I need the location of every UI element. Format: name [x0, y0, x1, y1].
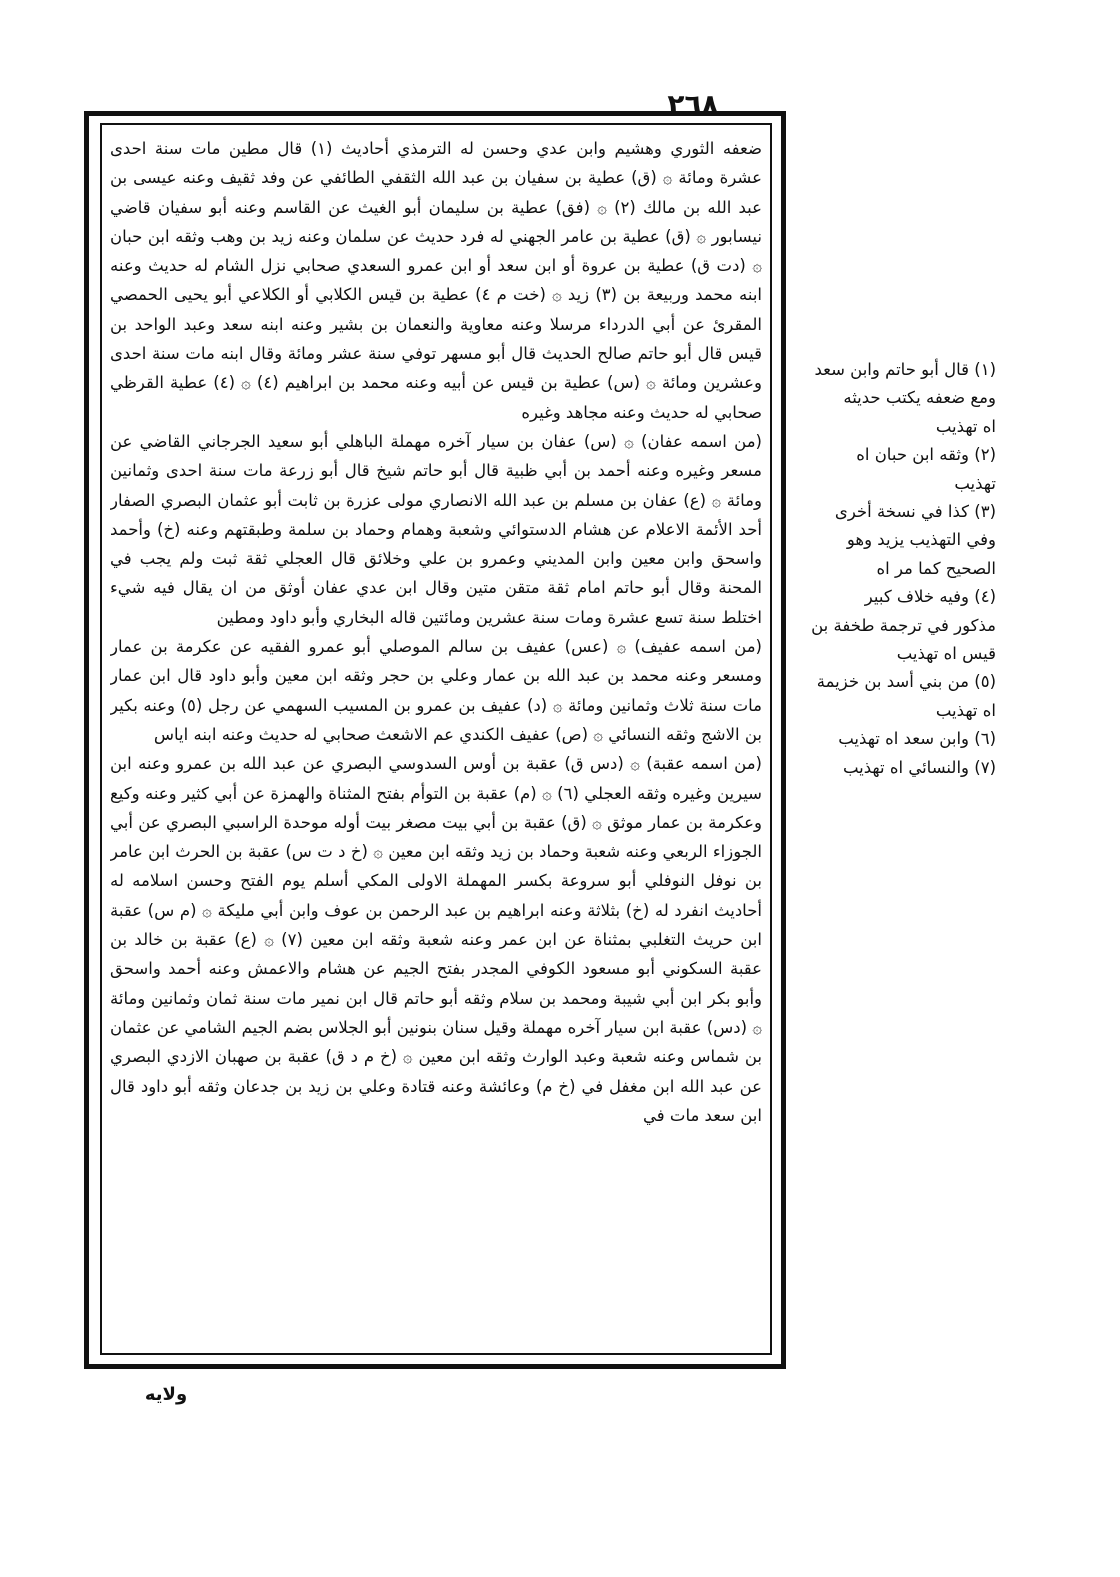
footnote-line: اه تهذيب [935, 416, 996, 436]
footnote-line: (٢) وثقه ابن حبان اه [856, 445, 996, 465]
footnote-line: (٧) والنسائي اه تهذيب [842, 757, 996, 777]
margin-footnotes [800, 356, 996, 782]
page-number: ٢٦٨ [667, 88, 719, 121]
paragraph-atiyya: ضعفه الثوري وهشيم وابن عدي وحسن له الترمذي أحاديث (١) قال مطين مات سنة احدى عشرة ومائة ۞ (ق) عطية بن سفيان بن عبد الله الثقفي الطائفي عن وفد ثقيف وعنه عيسى بن عبد الله بن مالك (٢) ۞ (فق) عطية بن سليمان أبو الغيث عن القاسم وعنه أبو سفيان قاضي نيسابور ۞ (ق) عطية بن عامر الجهني له فرد حديث عن سلمان وعنه زيد بن وهب وثقه ابن حبان ۞ (دت ق) عطية بن عروة أو ابن سعد أو ابن عمرو السعدي صحابي نزل الشام له حديث وعنه ابنه محمد وربيعة بن (٣) زيد ۞ (خت م ٤) عطية بن قيس الكلابي أو الكلاعي أبو يحيى الحمصي المقرئ عن أبي الدرداء مرسلا وعنه معاوية والنعمان بن بشير وعنه ابنه سعد وعبد الواحد بن قيس قال أبو حاتم صالح الحديث قال أبو مسهر توفي سنة عشر ومائة وقال ابنه مات سنة احدى وعشرين ومائة ۞ (س) عطية بن قيس عن أبيه وعنه محمد بن ابراهيم (٤) ۞ (٤) عطية القرظي صحابي له حديث وعنه مجاهد وغيره [110, 139, 762, 422]
footnote-line: وفي التهذيب يزيد وهو [846, 530, 996, 550]
main-text-block [110, 134, 762, 1352]
footnote-line: مذكور في ترجمة طخفة بن [811, 615, 996, 635]
footnote-line: (٤) وفيه خلاف كبير [864, 587, 996, 607]
paragraph-uqba: (من اسمه عقبة) ۞ (دس ق) عقبة بن أوس السدوسي البصري عن عبد الله بن عمرو وعنه ابن سيرين وغيره وثقه العجلي (٦) ۞ (م) عقبة بن التوأم بفتح المثناة والهمزة عن أبي كثير وعنه وكيع وعكرمة بن عمار موثق ۞ (ق) عقبة بن أبي بيت مصغر بيت أوله موحدة الراسبي البصري عن أبي الجوزاء الربعي وعنه شعبة وحماد بن زيد وثقه ابن معين ۞ (خ د ت س) عقبة بن الحرث ابن عامر بن نوفل النوفلي أبو سروعة بكسر المهملة الاولى المكي أسلم يوم الفتح وحسن اسلامه له أحاديث انفرد له (خ) بثلاثة وعنه ابراهيم بن عبد الرحمن بن عوف وابن أبي مليكة ۞ (م س) عقبة ابن حريث التغلبي بمثناة عن ابن عمر وعنه شعبة وثقه ابن معين (٧) ۞ (ع) عقبة بن خالد بن عقبة السكوني أبو مسعود الكوفي المجدر بفتح الجيم عن هشام والاعمش وعنه أحمد واسحق وأبو بكر ابن أبي شيبة ومحمد بن سلام وثقه أبو حاتم قال ابن نمير مات سنة ثمان وثمانين ومائة ۞ (دس) عقبة ابن سيار آخره مهملة وقيل سنان بنونين أبو الجلاس بضم الجيم الشامي عن عثمان بن شماس وعنه شعبة وعبد الوارث وثقه ابن معين ۞ (خ م د ق) عقبة بن صهبان الازدي البصري عن عبد الله ابن مغفل في (خ م) وعائشة وعنه قتادة وعلي بن زيد بن جدعان وثقه أبو داود قال ابن سعد مات في [110, 754, 762, 1125]
footnote-line: الصحيح كما مر اه [876, 558, 996, 578]
paragraph-affan: (من اسمه عفان) ۞ (س) عفان بن سيار آخره مهملة الباهلي أبو سعيد الجرجاني القاضي عن مسعر وغيره وعنه أحمد بن أبي ظبية قال أبو حاتم شيخ قال أبو زرعة مات سنة احدى وثمانين ومائة ۞ (ع) عفان بن مسلم بن عبد الله الانصاري مولى عزرة بن ثابت أبو عثمان البصري الصفار أحد الأئمة الاعلام عن هشام الدستوائي وشعبة وهمام وحماد بن سلمة وطبقتهم وعنه (خ) وأحمد واسحق وابن معين وابن المديني وعمرو بن علي وخلائق قال العجلي ثقة ثبت ولم يجب في المحنة وقال أبو حاتم امام ثقة متقن متين وقال ابن عدي عفان أوثق من ان يقال فيه شيء اختلط سنة تسع عشرة ومات سنة عشرين ومائتين قاله البخاري وأبو داود ومطين [110, 431, 762, 627]
footnote-line: ومع ضعفه يكتب حديثه [843, 388, 996, 408]
footnote-line: قيس اه تهذيب [896, 644, 996, 664]
catchword: ولايه [144, 1384, 188, 1405]
footnote-line: تهذيب [954, 473, 996, 493]
footnote-line: (١) قال أبو حاتم وابن سعد [814, 360, 996, 379]
footnote-line: (٦) وابن سعد اه تهذيب [838, 729, 996, 749]
footnote-line: اه تهذيب [935, 700, 996, 720]
footnote-line: (٣) كذا في نسخة أخرى [834, 502, 996, 522]
footnote-line: (٥) من بني أسد بن خزيمة [816, 672, 996, 692]
paragraph-afif: (من اسمه عفيف) ۞ (عس) عفيف بن سالم الموصلي أبو عمرو الفقيه عن عكرمة بن عمار ومسعر وعنه محمد بن عبد الله بن عمار وعلي بن حجر وثقه ابن معين وأبو داود قال ابن عمار مات سنة ثلاث وثمانين ومائة ۞ (د) عفيف بن عمرو بن المسيب السهمي عن رجل (٥) وعنه بكير بن الاشج وثقه النسائي ۞ (ص) عفيف الكندي عم الاشعث صحابي له حديث وعنه ابنه اياس [110, 637, 762, 744]
